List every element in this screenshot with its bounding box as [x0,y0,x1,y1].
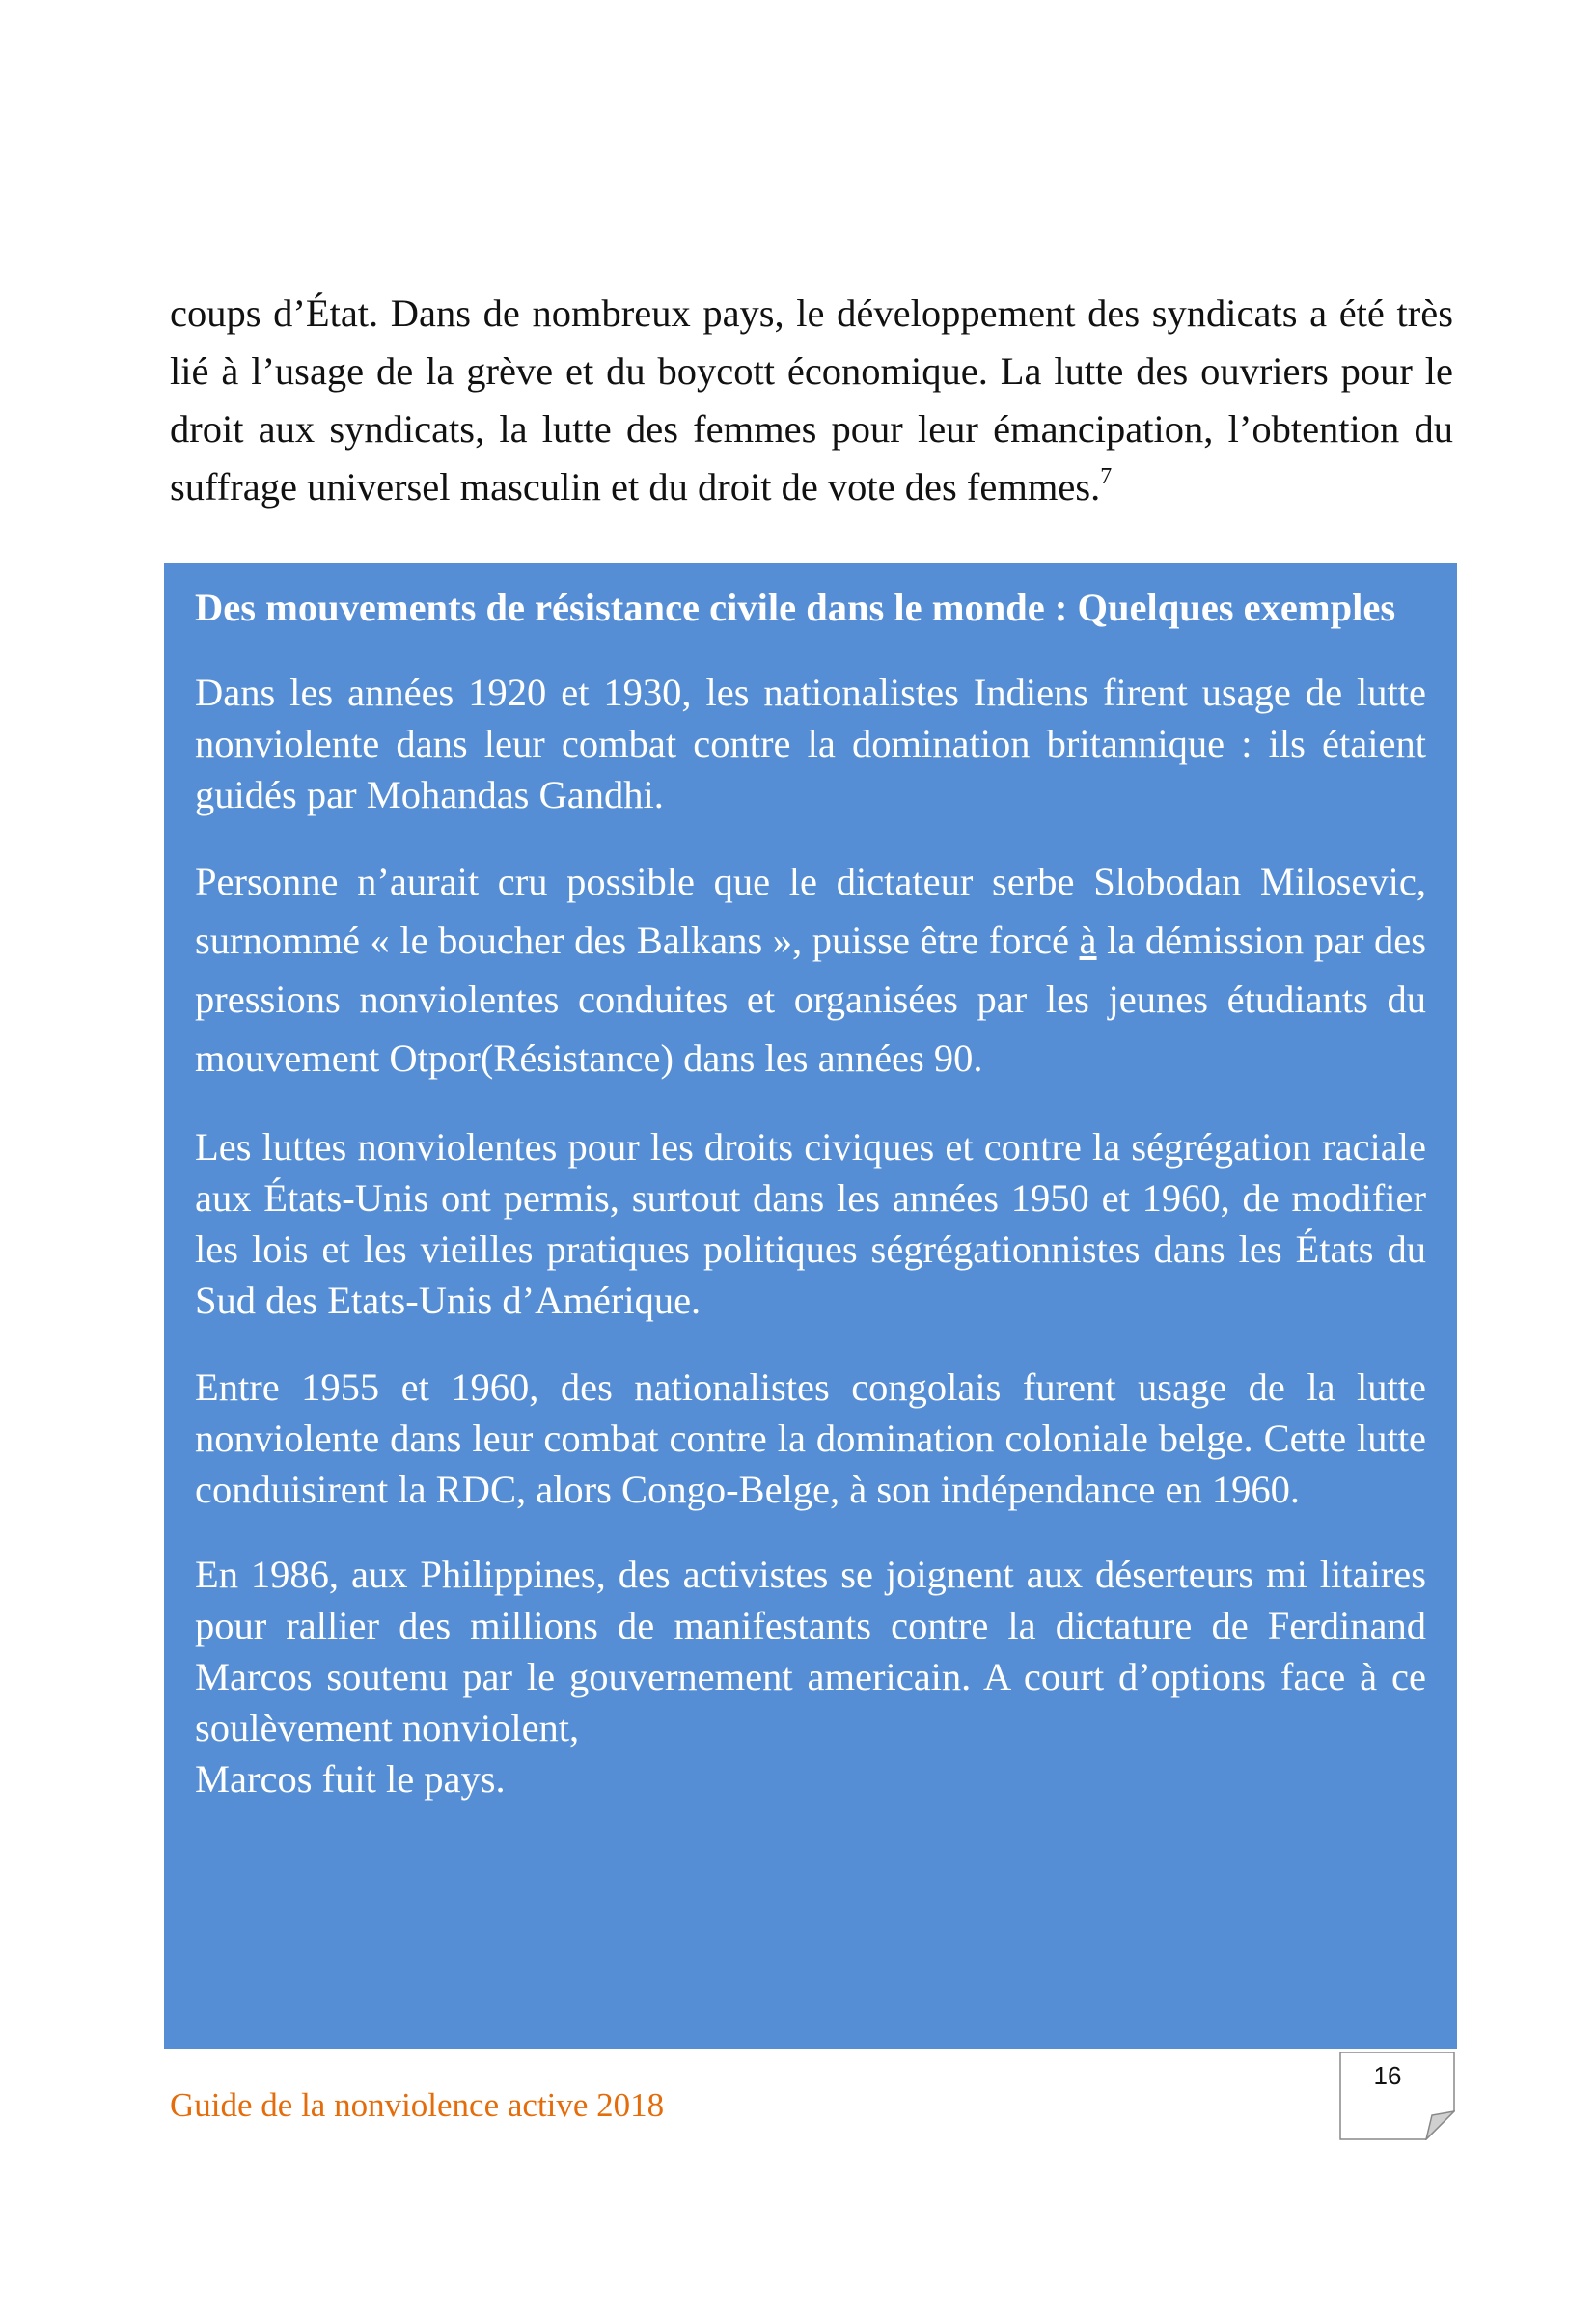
examples-box [164,563,1457,2049]
footnote-reference: 7 [1100,464,1113,489]
example-serbia [195,852,1426,1088]
example-usa: Les luttes nonviolentes pour les droits civiques et contre la ségrégation raciale aux États-Unis ont permis, surtout dans les années 1950 et 1960, de modifier les lois et les vieilles pratiques politiques ségrégationnistes dans les États du Sud des Etats-Unis d’Amérique. [195,1125,1426,1322]
page-number-badge [1339,2052,1455,2140]
example-serbia-text-1: Personne n’aurait cru possible que le dictateur serbe Slobodan Milosevic, surnommé « le boucher des Balkans », puisse être forcé [195,860,1426,962]
example-philippines [195,1549,1426,1804]
example-india: Dans les années 1920 et 1930, les nationalistes Indiens firent usage de lutte nonviolente dans leur combat contre la domination britannique : ils étaient guidés par Mohandas Gandhi. [195,671,1426,816]
footer-title: Guide de la nonviolence active 2018 [170,2086,665,2124]
intro-paragraph [170,285,1453,565]
example-congo: Entre 1955 et 1960, des nationalistes congolais furent usage de la lutte nonviolente dans leur combat contre la domination coloniale belge. Cette lutte conduisirent la RDC, alors Congo-Belge, à son indépendance en 1960. [195,1365,1426,1511]
page-number: 16 [1373,2061,1402,2090]
example-serbia-text-2: la démission par des pressions nonviolentes conduites et organisées par les jeunes étudiants du mouvement Otpor(Résistance) dans les années 90. [195,919,1426,1080]
example-serbia-underlined: à [1079,919,1097,962]
example-philippines-last-line: Marcos fuit le pays. [195,1757,506,1801]
example-philippines-text: En 1986, aux Philippines, des activistes se joignent aux déserteurs mi litaires pour rallier des millions de manifestants contre la dictature de Ferdinand Marcos soutenu par le gouvernement americain. A court d’options face à ce soulèvement nonviolent, [195,1553,1426,1749]
intro-text: coups d’État. Dans de nombreux pays, le développement des syndicats a été très lié à l’usage de la grève et du boycott économique. La lutte des ouvriers pour le droit aux syndicats, la lutte des femmes pour leur émancipation, l’obtention du suffrage universel masculin et du droit de vote des femmes. [170,291,1453,509]
box-title: Des mouvements de résistance civile dans le monde : Quelques exemples [195,586,1396,629]
